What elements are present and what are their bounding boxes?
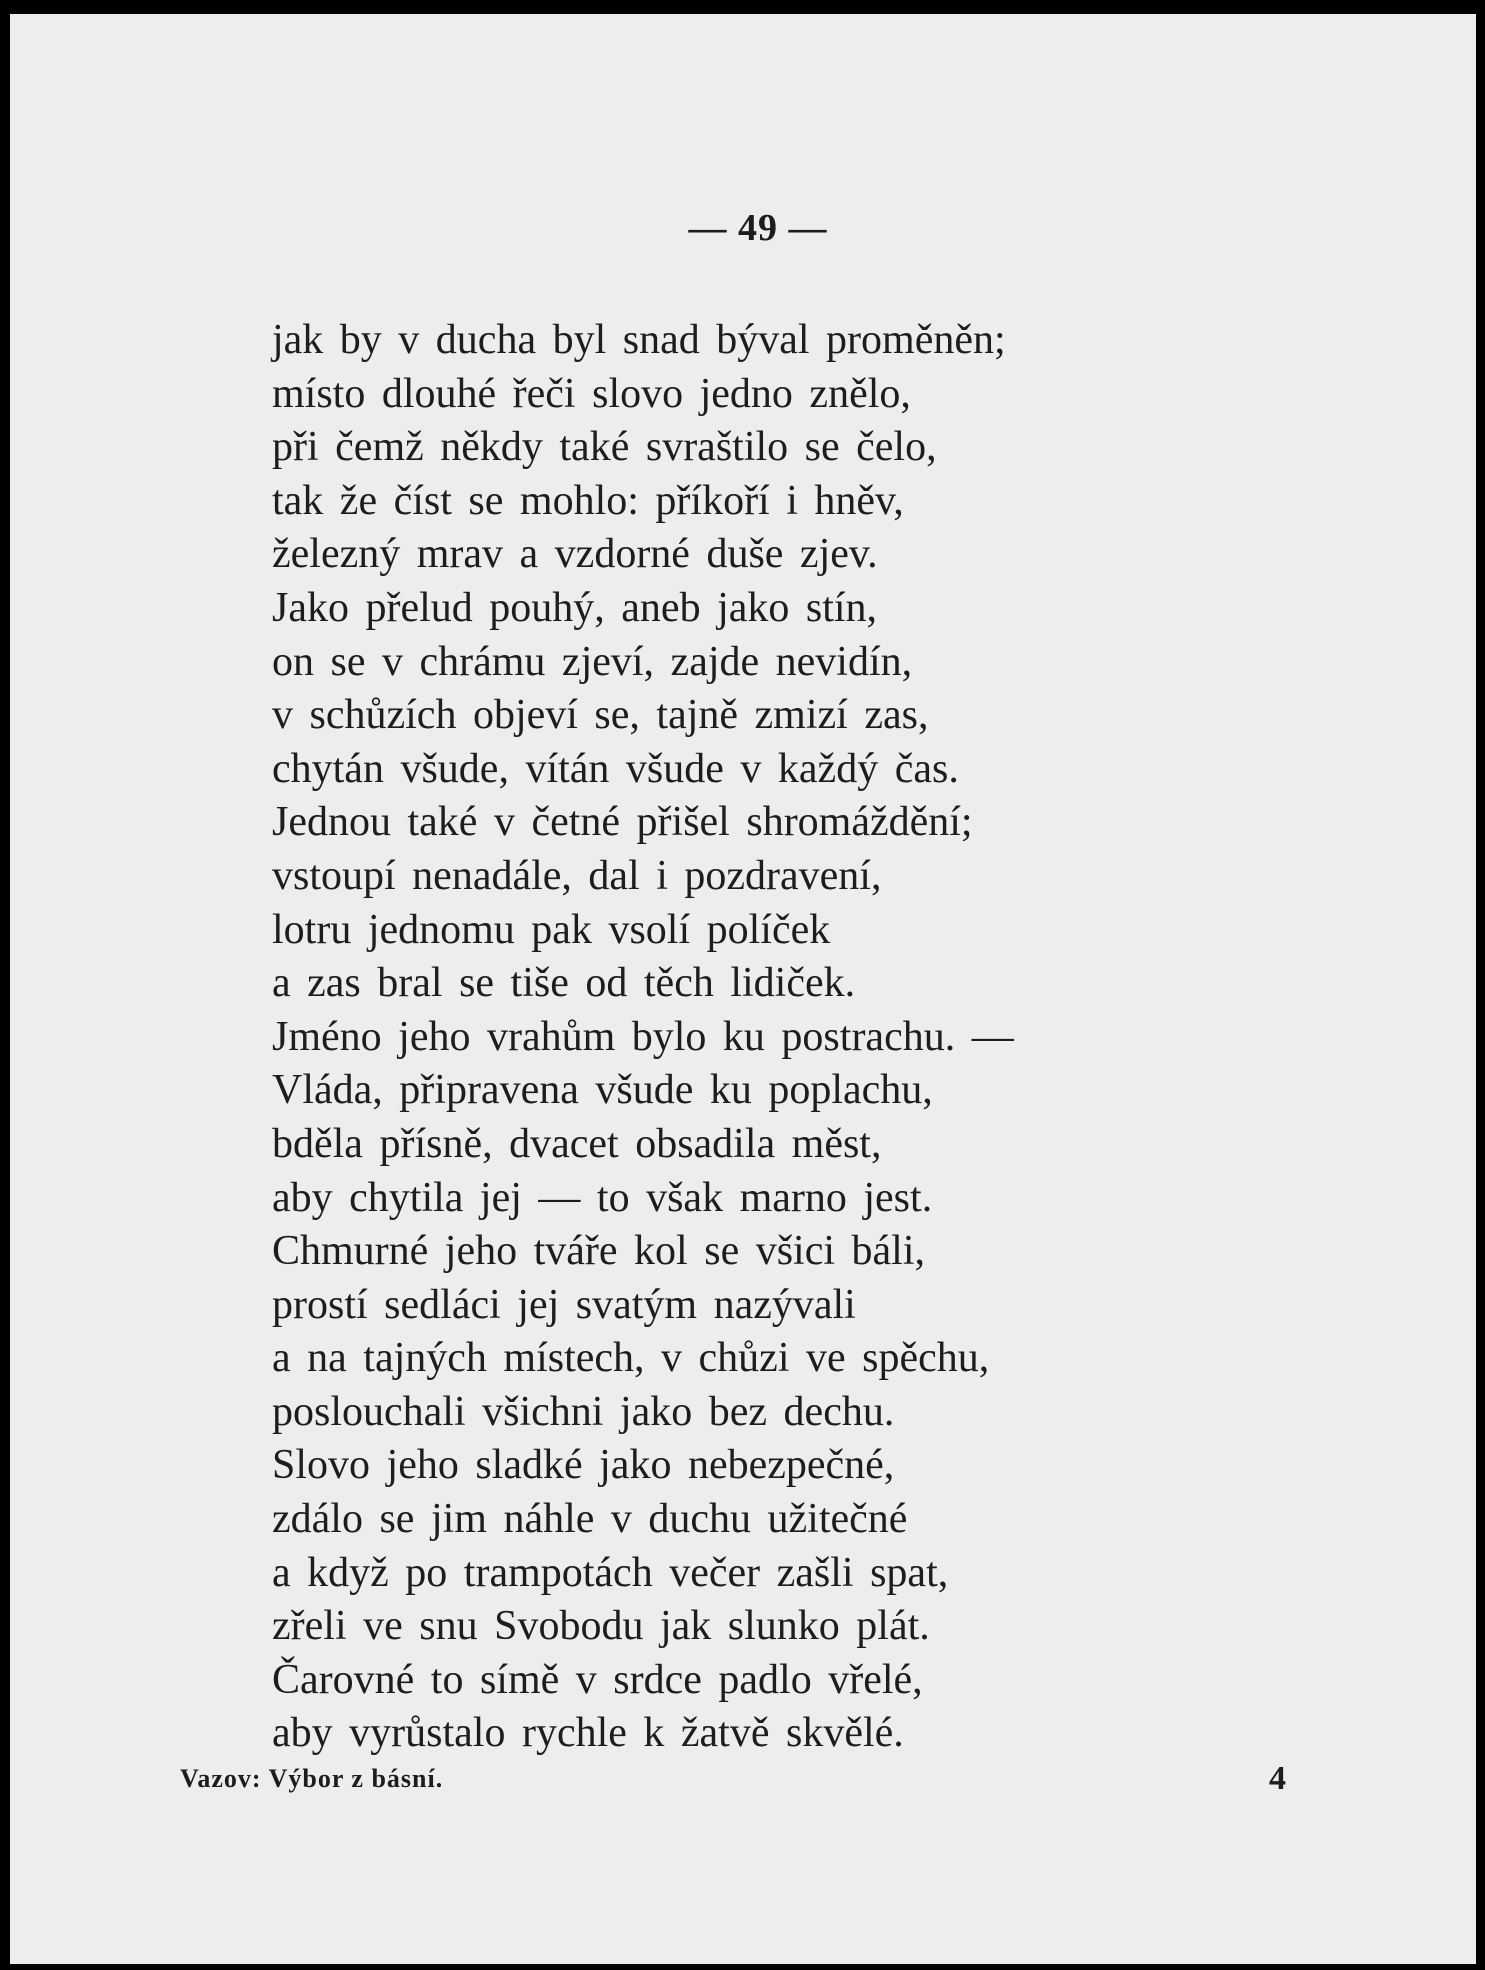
poem-line: jak by v ducha byl snad býval proměněn; [272,317,1006,363]
poem-line: a zas bral se tiše od těch lidiček. [272,960,856,1007]
poem-line: prostí sedláci jej svatým nazývali [272,1281,856,1328]
poem-line: zřeli ve snu Svobodu jak slunko plát. [272,1603,930,1650]
poem-line: poslouchali všichni jako bez dechu. [272,1388,895,1435]
page-footer [180,1760,1286,1804]
poem-line: zdálo se jim náhle v duchu užitečné [272,1496,908,1543]
poem-line: lotru jednomu pak vsolí políček [272,906,831,953]
poem-line: místo dlouhé řeči slovo jedno znělo, [272,370,911,417]
poem-line: Slovo jeho sladké jako nebezpečné, [272,1442,895,1489]
poem-line: a na tajných místech, v chůzi ve spěchu, [272,1335,990,1382]
poem-line: Čarovné to símě v srdce padlo vřelé, [272,1656,923,1703]
poem-line: Jednou také v četné přišel shromáždění; [272,799,973,846]
poem-line: tak že číst se mohlo: příkoří i hněv, [272,477,904,524]
poem-text [272,314,1332,1761]
poem-line: aby vyrůstalo rychle k žatvě skvělé. [272,1710,904,1757]
poem-line: Jako přelud pouhý, aneb jako stín, [272,584,878,631]
poem-line: při čemž někdy také svraštilo se čelo, [272,424,937,471]
sheet-number: 4 [1269,1760,1286,1797]
poem-line: bděla přísně, dvacet obsadila měst, [272,1120,882,1167]
printer-signature: Vazov: Výbor z básní. [180,1764,444,1793]
poem-line: vstoupí nenadále, dal i pozdravení, [272,852,882,899]
poem-line: Vláda, připravena všude ku poplachu, [272,1067,933,1114]
book-page [10,14,1476,1964]
poem-line: aby chytila jej — to však marno jest. [272,1174,933,1221]
poem-line: Jméno jeho vrahům bylo ku postrachu. — [272,1013,1014,1060]
page-number: — 49 — [688,207,828,249]
poem-line: a když po trampotách večer zašli spat, [272,1549,949,1596]
poem-line: chytán všude, vítán všude v každý čas. [272,745,959,792]
poem-line: v schůzích objeví se, tajně zmizí zas, [272,692,929,739]
poem-line: železný mrav a vzdorné duše zjev. [272,531,878,578]
poem-line: on se v chrámu zjeví, zajde nevidín, [272,638,913,685]
poem-line: Chmurné jeho tváře kol se všici báli, [272,1228,926,1275]
